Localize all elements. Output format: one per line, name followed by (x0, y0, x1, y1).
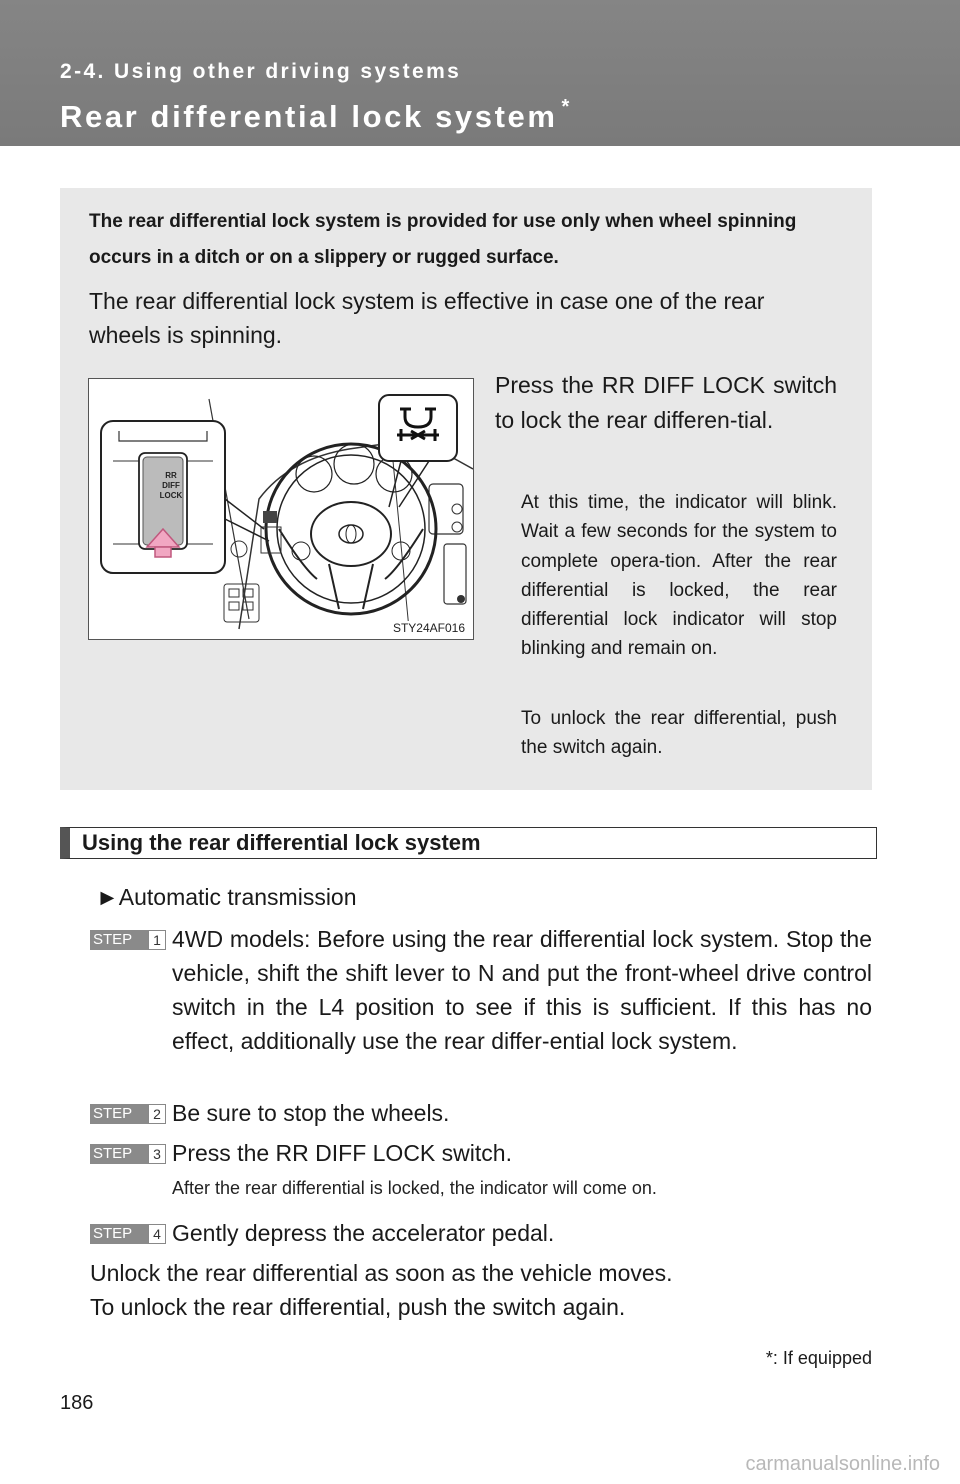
press-note: At this time, the indicator will blink. Wait a few seconds for the system to complete opera-tion. After the rear differential is locked, the rear differential lock indicator will stop blinking and remain on. (521, 492, 837, 660)
footnote-text: : If equipped (772, 1348, 872, 1368)
press-note-unlock: To unlock the rear differential, push the switch again. (521, 708, 837, 758)
intro-text: The rear differential lock system is effective in case one of the rear wheels is spinning. (89, 288, 765, 348)
section-heading (60, 827, 877, 859)
page-number: 186 (60, 1392, 94, 1414)
switch-label-line: LOCK (159, 491, 183, 500)
step-badge-number: 4 (148, 1224, 166, 1244)
transmission-label (96, 884, 357, 911)
press-instruction: Press the RR DIFF LOCK switch to lock the rear differen-tial. (495, 372, 837, 433)
step-badge (90, 1224, 166, 1244)
step-badge-number: 3 (148, 1144, 166, 1164)
step-text: Press the RR DIFF LOCK switch. (172, 1140, 512, 1166)
switch-label-line: DIFF (162, 481, 180, 490)
figure-code: STY24AF016 (392, 621, 465, 635)
step-badge (90, 930, 166, 950)
asterisk-icon: * (765, 1348, 773, 1368)
page-header (0, 0, 960, 146)
step-badge (90, 1104, 166, 1124)
info-box (60, 188, 872, 790)
page-title (60, 96, 569, 135)
unlock-instruction-again: To unlock the rear differential, push the switch again. (90, 1294, 626, 1320)
step-text: Be sure to stop the wheels. (172, 1100, 450, 1126)
step-badge-word: STEP (93, 1105, 133, 1122)
step-badge-number: 1 (148, 930, 166, 950)
intro-bold: The rear differential lock system is provided for use only when wheel spinning occurs in a ditch or on a slippery or rugged surface. (89, 211, 797, 268)
step-text: Gently depress the accelerator pedal. (172, 1220, 555, 1246)
step-badge-word: STEP (93, 931, 133, 948)
section-label: 2-4. Using other driving systems (60, 60, 462, 83)
transmission-text: Automatic transmission (118, 884, 357, 910)
page-title-text: Rear differential lock system (60, 99, 558, 134)
step-3-note: After the rear differential is locked, the indicator will come on. (172, 1178, 657, 1198)
step-text: 4WD models: Before using the rear differential lock system. Stop the vehicle, shift the shift lever to N and put the front-wheel drive control switch in the L4 position to see if this is sufficient. If this has no effect, additionally use the rear differ-ential lock system. (172, 926, 872, 1054)
dashboard-illustration (88, 378, 474, 640)
switch-label (151, 471, 191, 501)
dashboard-drawing (89, 379, 473, 639)
step-badge (90, 1144, 166, 1164)
section-heading-text: Using the rear differential lock system (82, 830, 481, 855)
footnote (766, 1348, 872, 1369)
switch-label-line: RR (165, 471, 177, 480)
unlock-instruction: Unlock the rear differential as soon as the vehicle moves. (90, 1260, 673, 1286)
step-badge-number: 2 (148, 1104, 166, 1124)
watermark: carmanualsonline.info (745, 1453, 940, 1475)
step-badge-word: STEP (93, 1225, 133, 1242)
arrow-right-icon: ► (96, 884, 119, 910)
title-asterisk: * (561, 96, 570, 118)
step-badge-word: STEP (93, 1145, 133, 1162)
